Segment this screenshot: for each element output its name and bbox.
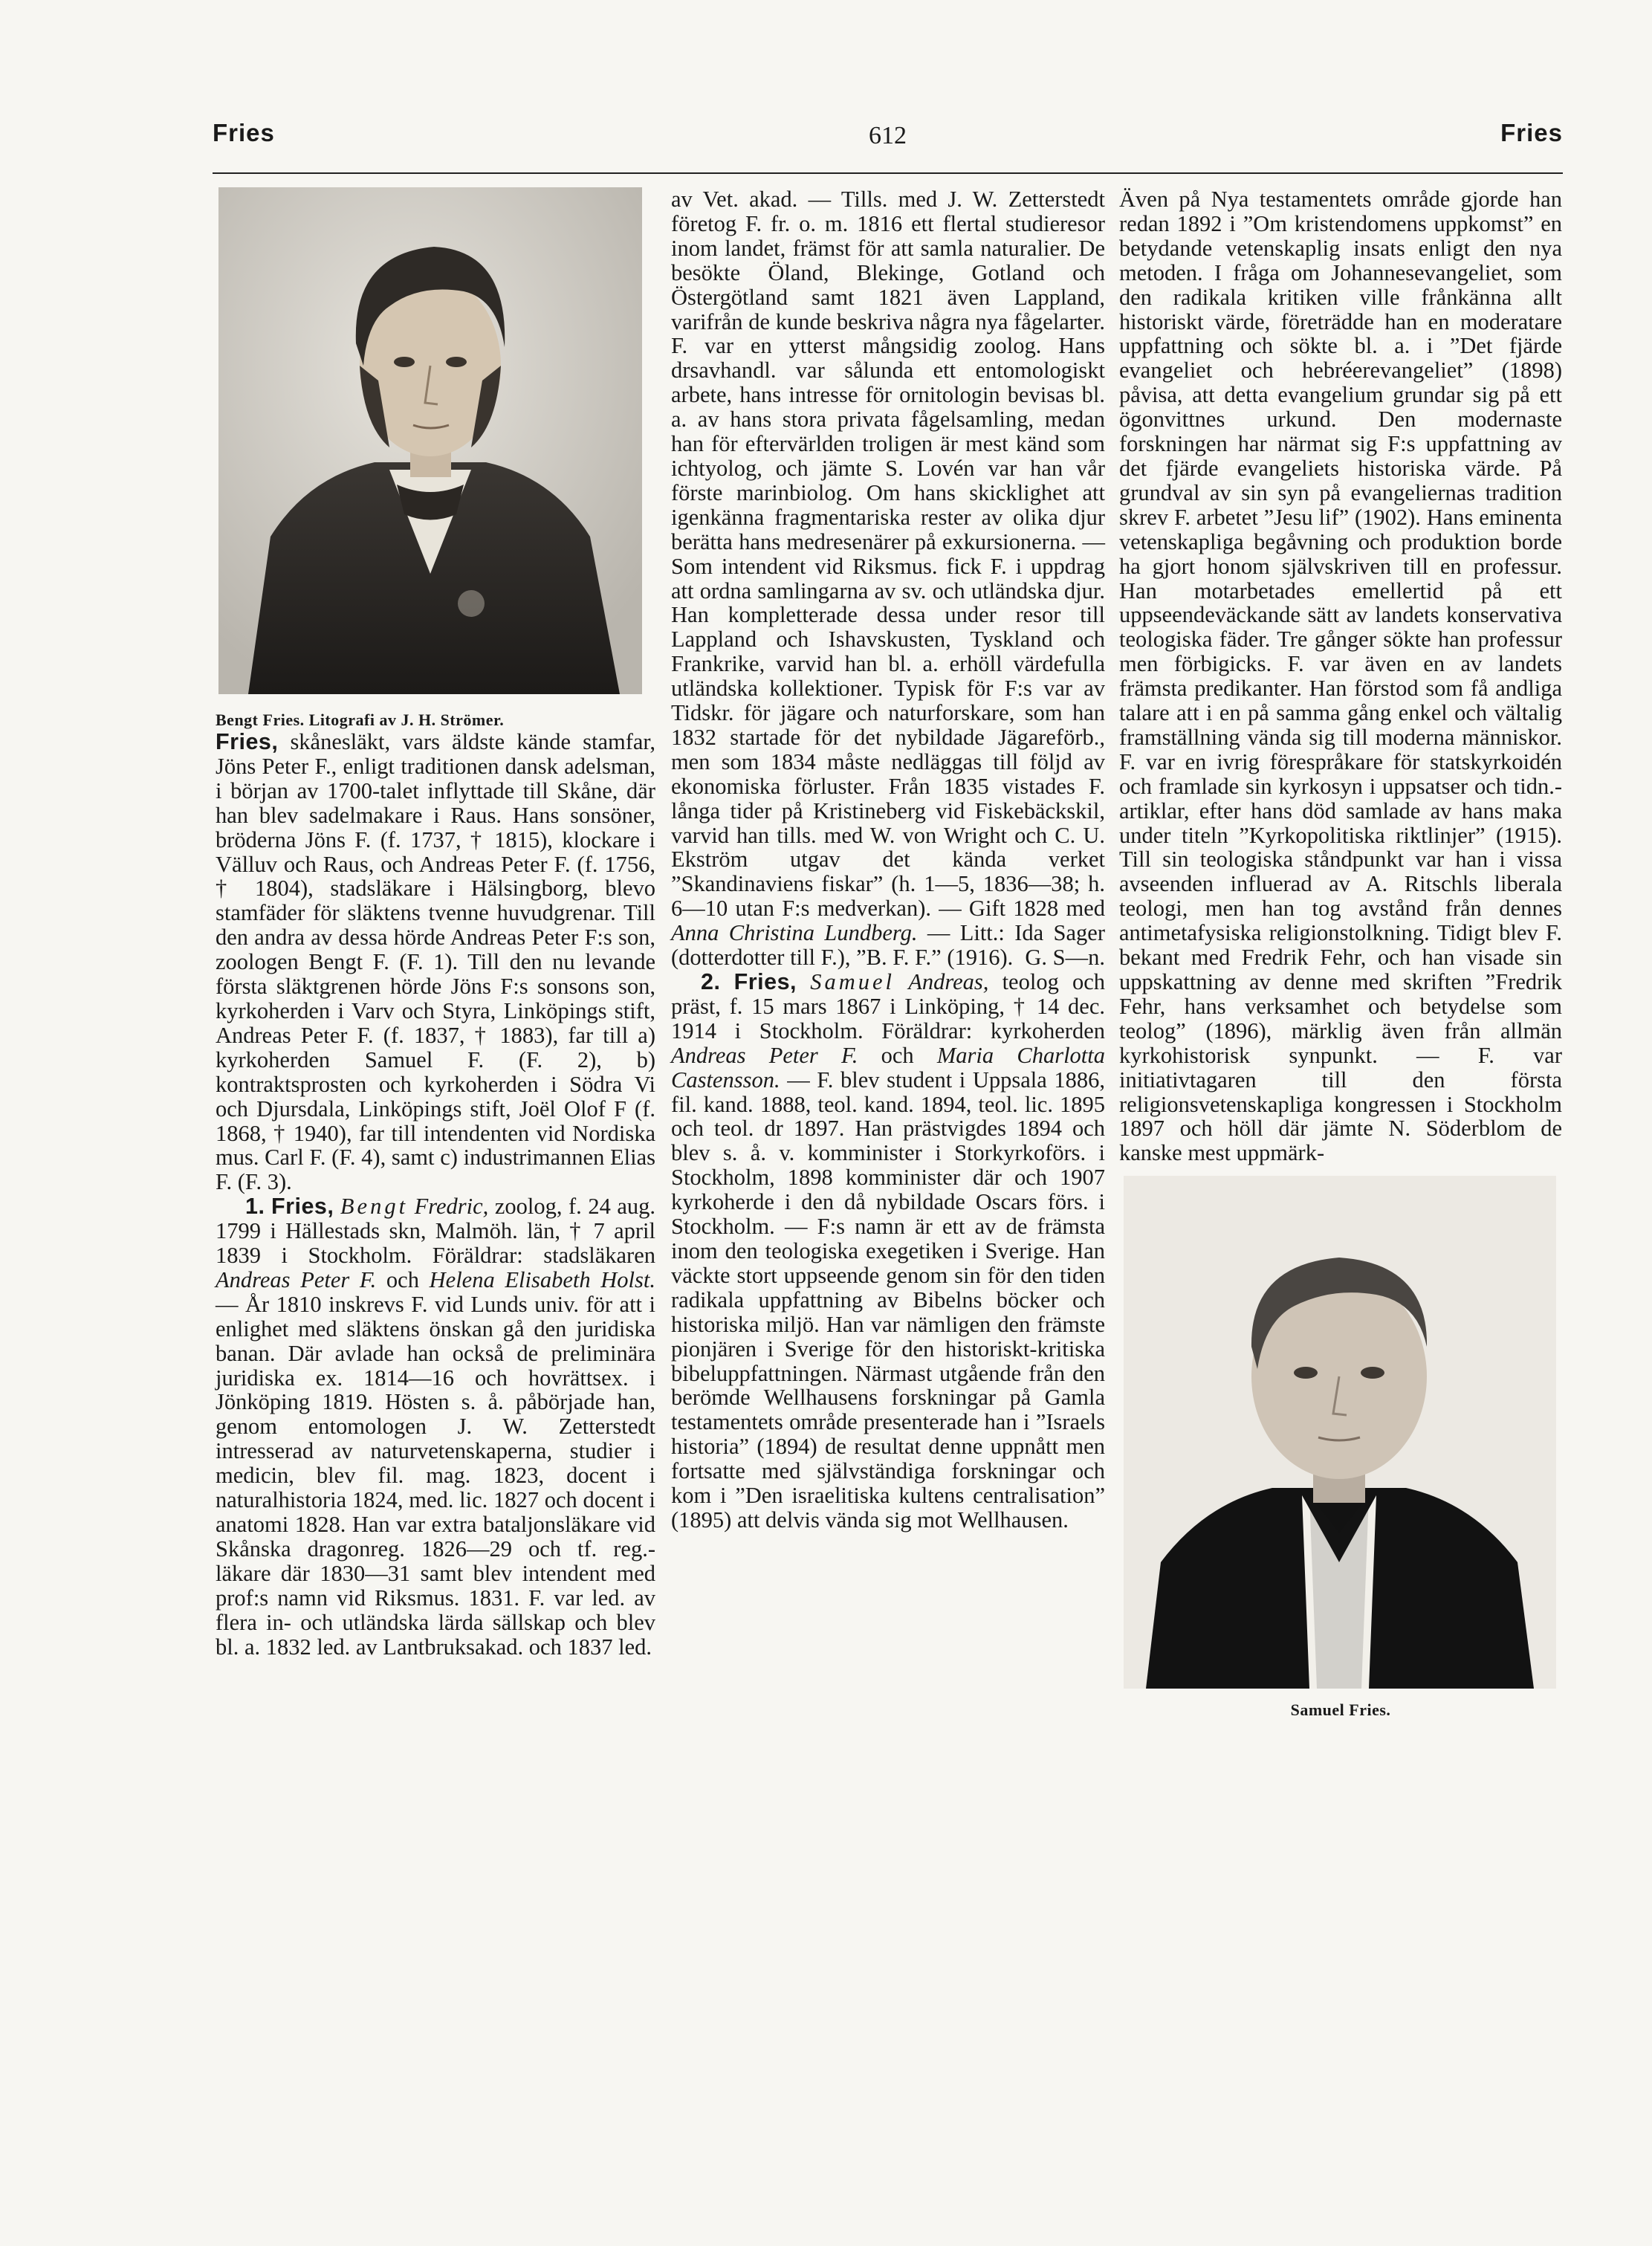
entry-1-wife: Anna Christina Lundberg. — [671, 920, 918, 946]
entry-2-number: 2. — [701, 969, 721, 994]
entry-2-continued: Även på Nya testamentets område gjorde han redan 1892 i ”Om kristendomens uppkomst” en betydande vetenskaplig insats enligt den nya metoden. I fråga om Johannesevangeliet, som den radikala kritiken ville frånkänna allt historiskt värde, företrädde han en moderatare uppfattning och sökte bl. a. i ”Det fjärde evangeliet och hebréerevangeliet” (1898) påvisa, att detta evangelium grundar sig på ett ögonvittnes urkund. Den modernaste forskningen har närmat sig F:s uppfattning av det fjärde evangeliets historiska värde. På grundval av sin syn på evangeliernas tradition skrev F. arbetet ”Jesu lif” (1902). Hans eminenta vetenskapliga begåvning och produktion borde ha gjort honom självskriven till en professur. Han motarbetades emellertid på ett uppseendeväckande sätt av landets konservativa teologiska fäder. Tre gånger sökte han professur men förbigicks. F. var även en av landets främsta predikanter. Han förstod som få andliga talare att i en på samma gång enkel och vältalig framställning vända sig till moderna människor. F. var en ivrig förespråkare för statskyrkoidén och framlade sin kyrkosyn i uppsatser och tidn.-artiklar, efter hans död samlade av hans maka under titeln ”Kyrkopolitiska riktlinjer” (1915). Till sin teologiska ståndpunkt var han i vissa avseenden influerad av A. Ritschls liberala teologi, men han tog avstånd från dennes antimetafysiska religionstolkning. Tidigt blev F. bekant med Fredrik Fehr, och han visade sin uppskattning av denne med skriften ”Fredrik Fehr, hans verksamhet och betydelse som teolog” (1896), märklig även från allmän kyrkohistorisk synpunkt. — F. var initiativtagaren till den första religionsvetenskapliga kongressen i Stockholm 1897 och höll där jämte N. Söderblom de kanske mest uppmärk- — [1119, 187, 1562, 1166]
entry-1-text-b: och — [386, 1266, 419, 1292]
column-2 — [671, 187, 1105, 1533]
page-number: 612 — [869, 122, 907, 149]
entry-1-second-name: Fredric, — [414, 1194, 489, 1220]
entry-samuel-fries — [671, 970, 1105, 1533]
family-entry — [216, 730, 655, 1194]
entry-2-mother: Maria Charlotta Castensson. — [671, 1042, 1106, 1093]
caption-bengt-fries: Bengt Fries. Litografi av J. H. Strömer. — [216, 711, 505, 729]
family-entry-text: skånesläkt, vars äldste kände stamfar, Jöns Peter F., enligt traditionen dansk adelsman, i början av 1700-talet inflyttade till Skåne, där han blev sadelmakare i Raus. Hans sonsöner, bröderna Jöns F. (f. 1737, † 1815), klockare i Välluv och Raus, och Andreas Peter F. (f. 1756, † 1804), stadsläkare i Hälsingborg, blevo stamfäder för släktens tvenne huvudgrenar. Till den andra av dessa hörde Andreas Peter F:s son, zoologen Bengt F. (F. 1). Till den nu levande första släktgrenen hörde Jöns F:s sonsons son, kyrkoherden i Varv och Styra, Linköpings stift, Andreas Peter F. (f. 1837, † 1883), far till a) kyrkoherden Samuel F. (F. 2), b) kontraktsprosten och kyrkoherden i Södra Vi och Djursdala, Linköpings stift, Joël Olof F (f. 1868, † 1940), far till intendenten vid Nordiska mus. Carl F. (F. 4), samt c) industrimannen Elias F. (F. 3). — [216, 729, 655, 1195]
running-head-right: Fries — [1500, 119, 1563, 146]
column-3 — [1119, 187, 1562, 1720]
entry-1-literature: — Litt.: Ida Sager (dotterdotter till F.), ”B. F. F.” (1916). — [671, 920, 1106, 971]
running-head-left: Fries — [213, 119, 275, 146]
caption-samuel-fries: Samuel Fries. — [1290, 1700, 1391, 1720]
entry-1-signature: G. S—n. — [1025, 945, 1105, 971]
entry-2-text-b: och — [881, 1042, 914, 1068]
portrait-bengt-fries — [218, 187, 642, 694]
entry-1-text-d: av Vet. akad. — Tills. med J. W. Zetterstedt företog F. fr. o. m. 1816 ett flertal studieresor inom landet, främst för att samla naturalier. De besökte Öland, Blekinge, Gotland och Östergötland samt 1821 även Lappland, varifrån de kunde beskriva några nya fågelarter. F. var en ytterst mångsidig zoolog. Hans drsavhandl. var sålunda ett entomologiskt arbete, hans intresse för ornitologin bevisas bl. a. av hans stora privata fågelsamling, medan han för eftervärlden troligen är mest känd som ichtyolog, och jämte S. Lovén var han vår förste marinbiolog. Om hans skicklighet att igenkänna fragmentariska rester av olika djur berätta hans medresenärer på exkursionerna. — Som intendent vid Riksmus. fick F. i uppdrag att ordna samlingarna av sv. och utländska djur. Han kompletterade dessa under resor till Lappland och Ishavskusten, Tyskland och Frankrike, varvid han bl. a. erhöll värdefulla utländska kollektioner. Typisk för F:s var av Tidskr. för jägare och naturforskare, som han 1832 startade för det nybildade Jägareförb., men som 1834 måste nedläggas till följd av ekonomiska förluster. Från 1835 vistades F. långa tider på Kristineberg vid Fiskebäckskil, varvid han tills. med W. von Wright och C. U. Ekström utgav det kända verket ”Skandinaviens fiskar” (h. 1—5, 1836—38; h. 6—10 utan F:s medverkan). — Gift 1828 med — [671, 187, 1105, 922]
entry-1-father: Andreas Peter F. — [216, 1266, 377, 1292]
entry-1-text-a: zoolog, f. 24 aug. 1799 i Hällestads skn, Malmöh. län, † 7 april 1839 i Stockholm. Föräldrar: stadsläkaren — [216, 1194, 656, 1269]
column-1 — [216, 187, 655, 1659]
running-head — [213, 119, 1563, 164]
family-entry-name: Fries, — [216, 729, 279, 754]
entry-2-text-a: teolog och präst, f. 15 mars 1867 i Linköping, † 14 dec. 1914 i Stockholm. Föräldrar: kyrkoherden — [671, 969, 1106, 1043]
entry-2-text-c: — F. blev student i Uppsala 1886, fil. kand. 1888, teol. kand. 1894, teol. lic. 1895 och teol. dr 1897. Han prästvigdes 1894 och blev s. å. v. komminister i Storkyrkoförs. i Stockholm, 1898 komminister där och 1907 kyrkoherde i den då nybildade Oscars förs. i Stockholm. — F:s namn är ett av de främsta inom den teologiska exegetiken i Sverige. Han väckte stort uppseende genom sin för den tiden radikala uppfattning av Bibelns böcker och historiska miljö. Han var nämligen den främste pionjären i Sverige för den historiskt-kritiska bibeluppfattningen. Närmast utgående från den berömde Wellhausens forskningar på Gamla testamentets område presenterade han i ”Israels historia” (1894) de resultat denne uppnått men fortsatte med självständiga forskningar och kom i ”Den israelitiska kultens centralisation” (1895) att delvis vända sig mot Wellhausen. — [671, 1067, 1106, 1533]
entry-bengt-fries — [216, 1194, 655, 1659]
entry-1-continued — [671, 187, 1105, 970]
entry-1-surname: Fries, — [271, 1194, 334, 1220]
entry-2-surname: Fries, — [733, 969, 797, 994]
entry-2-father: Andreas Peter F. — [671, 1042, 858, 1068]
entry-2-second-name: Andreas, — [908, 969, 989, 994]
entry-1-given-name: Bengt — [340, 1194, 409, 1220]
header-rule — [213, 172, 1563, 174]
entry-1-text-c: — År 1810 inskrevs F. vid Lunds univ. för att i enlighet med släktens önskan gå den juridiska banan. Där avlade han också de preliminära juridiska ex. 1814—16 och hovrättsex. i Jönköping 1819. Hösten s. å. påbörjade han, genom entomologen J. W. Zetterstedt intresserad av naturvetenskaperna, studier i medicin, blev fil. mag. 1823, docent i naturalhistoria 1824, med. lic. 1827 och docent i anatomi 1828. Han var extra bataljonsläkare vid Skånska dragonreg. 1826—29 och tf. reg.-läkare där 1830—31 samt blev intendent med prof:s namn vid Riksmus. 1831. F. var led. av flera in- och utländska lärda sällskap och blev bl. a. 1832 led. av Lantbruksakad. och 1837 led. — [216, 1291, 655, 1660]
entry-2-given-name: Samuel — [810, 969, 895, 994]
portrait-samuel-fries — [1124, 1176, 1556, 1689]
entry-1-mother: Helena Elisabeth Holst. — [429, 1266, 655, 1292]
entry-1-number: 1. — [245, 1194, 265, 1220]
